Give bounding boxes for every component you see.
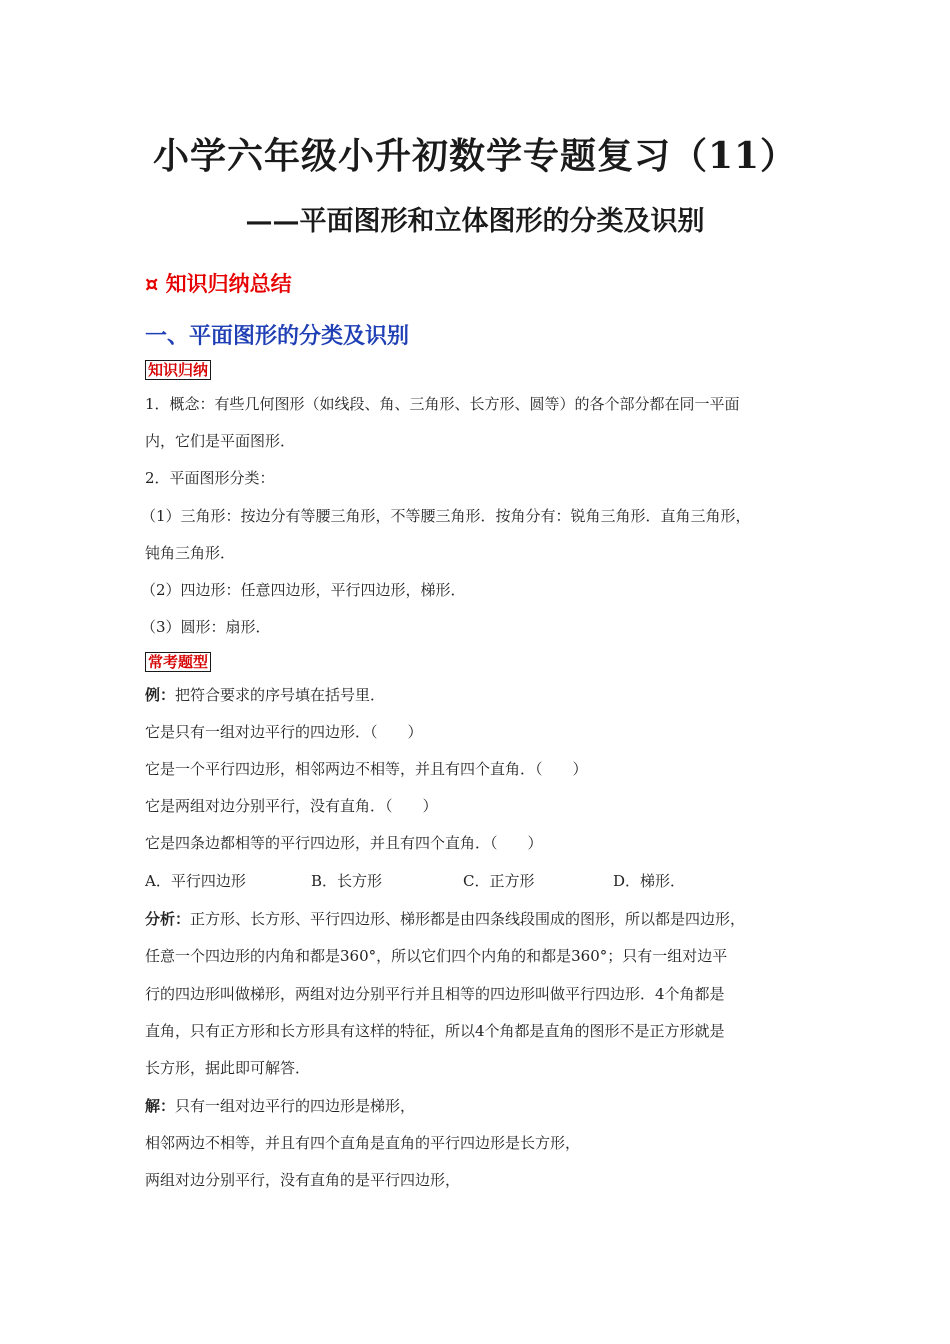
paragraph-quadrilateral: （2）四边形：任意四边形，平行四边形，梯形． xyxy=(141,581,466,599)
analysis-line2: 任意一个四边形的内角和都是360°，所以它们四个内角的和都是360°；只有一组对边平 xyxy=(145,947,728,965)
solution-text-1: 只有一组对边平行的四边形是梯形， xyxy=(175,1097,416,1115)
example-line xyxy=(145,685,385,705)
option-a: A．平行四边形 xyxy=(145,872,246,890)
question-3: 它是两组对边分别平行，没有直角．（ ） xyxy=(145,797,438,815)
solution-line3: 两组对边分别平行，没有直角的是平行四边形， xyxy=(145,1171,461,1189)
paragraph-classification: 2．平面图形分类： xyxy=(145,469,275,487)
example-label: 例： xyxy=(145,686,176,704)
page-subtitle: ——平面图形和立体图形的分类及识别 xyxy=(245,206,705,237)
solution-line1 xyxy=(145,1096,415,1116)
analysis-line3: 行的四边形叫做梯形，两组对边分别平行并且相等的四边形叫做平行四边形．4个角都是 xyxy=(145,985,725,1003)
solution-label: 解： xyxy=(145,1097,176,1115)
tag-knowledge: 知识归纳 xyxy=(145,360,211,380)
question-4: 它是四条边都相等的平行四边形，并且有四个直角．（ ） xyxy=(145,834,543,852)
example-text: 把符合要求的序号填在括号里． xyxy=(175,686,386,704)
paragraph-triangle-line1: （1）三角形：按边分有等腰三角形，不等腰三角形．按角分有：锐角三角形．直角三角形， xyxy=(141,507,751,525)
paragraph-triangle-line2: 钝角三角形． xyxy=(145,544,236,562)
question-1: 它是只有一组对边平行的四边形．（ ） xyxy=(145,723,423,741)
analysis-line4: 直角，只有正方形和长方形具有这样的特征，所以4个角都是直角的图形不是正方形就是 xyxy=(145,1022,725,1040)
analysis-line1 xyxy=(145,909,745,929)
tag-common-questions: 常考题型 xyxy=(145,652,211,672)
page-title: 小学六年级小升初数学专题复习（11） xyxy=(152,135,798,177)
section-heading-plane-figures: 一、平面图形的分类及识别 xyxy=(145,324,410,349)
analysis-line5: 长方形，据此即可解答． xyxy=(145,1059,311,1077)
options-row xyxy=(145,871,685,891)
question-2: 它是一个平行四边形，相邻两边不相等，并且有四个直角．（ ） xyxy=(145,760,588,778)
analysis-text-1: 正方形、长方形、平行四边形、梯形都是由四条线段围成的图形，所以都是四边形， xyxy=(190,910,746,928)
option-c: C．正方形 xyxy=(463,872,535,890)
section-knowledge-summary: ¤ 知识归纳总结 xyxy=(145,272,292,296)
analysis-label: 分析： xyxy=(145,910,191,928)
paragraph-concept-line2: 内，它们是平面图形． xyxy=(145,432,296,450)
paragraph-circle: （3）圆形：扇形． xyxy=(141,618,271,636)
option-d: D．梯形． xyxy=(613,872,686,890)
solution-line2: 相邻两边不相等，并且有四个直角是直角的平行四边形是长方形， xyxy=(145,1134,581,1152)
option-b: B．长方形 xyxy=(311,872,383,890)
paragraph-concept-line1: 1．概念：有些几何图形（如线段、角、三角形、长方形、圆等）的各个部分都在同一平面 xyxy=(145,395,740,413)
